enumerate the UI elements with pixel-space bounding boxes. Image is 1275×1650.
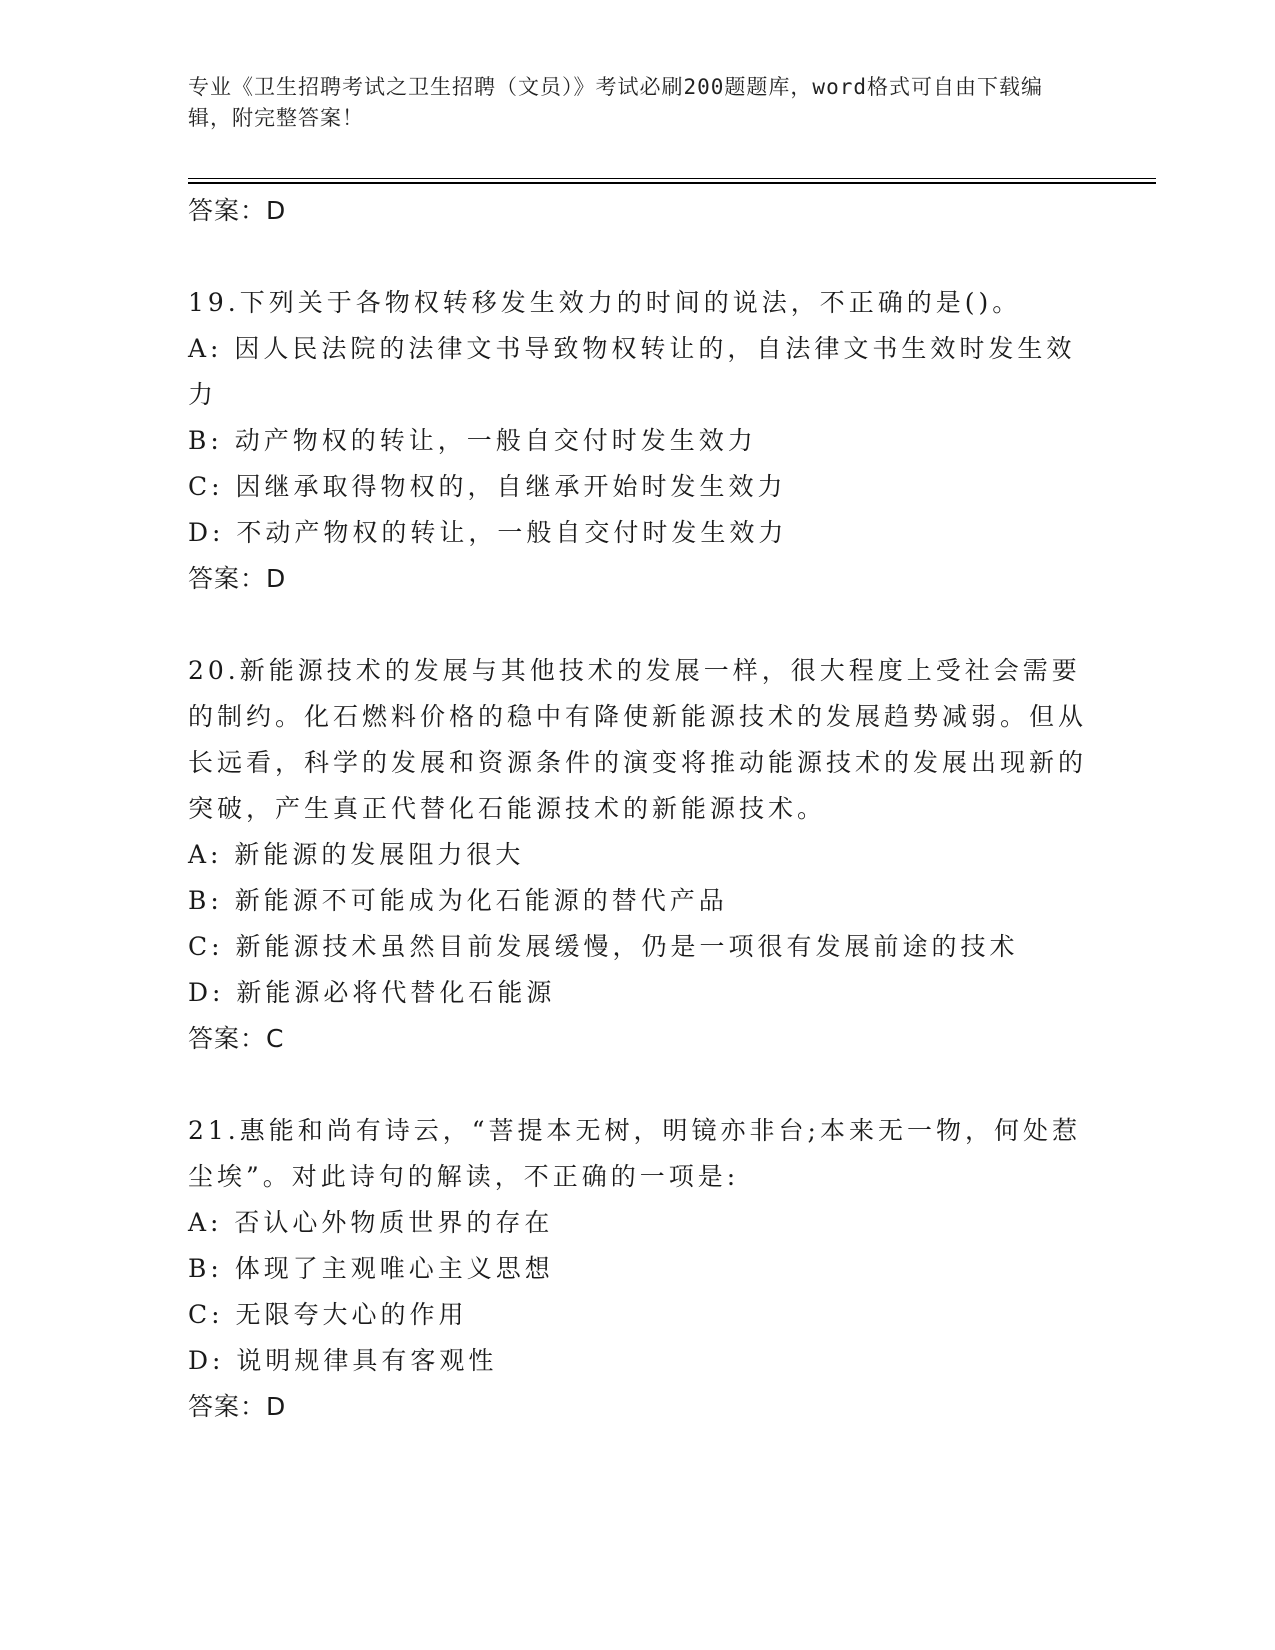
- option-a: A: 新能源的发展阻力很大: [188, 840, 525, 869]
- header-divider-thin: [188, 178, 1156, 179]
- header-divider-thick: [188, 182, 1156, 184]
- option-a: A: 因人民法院的法律文书导致物权转让的，自法律文书生效时发生效力: [188, 334, 1076, 409]
- option-c: C: 无限夸大心的作用: [188, 1300, 468, 1329]
- answer-line: 答案：D: [188, 196, 287, 225]
- option-b: B: 体现了主观唯心主义思想: [188, 1254, 554, 1283]
- question-block: [188, 1108, 1088, 1430]
- option-a: A: 否认心外物质世界的存在: [188, 1208, 554, 1237]
- option-d: D: 不动产物权的转让，一般自交付时发生效力: [188, 518, 788, 547]
- question-block: [188, 648, 1088, 1062]
- document-header: [188, 72, 1068, 134]
- option-c: C: 因继承取得物权的，自继承开始时发生效力: [188, 472, 787, 501]
- option-d: D: 新能源必将代替化石能源: [188, 978, 556, 1007]
- header-text: 专业《卫生招聘考试之卫生招聘（文员）》考试必刷200题题库，word格式可自由下载编辑，附完整答案！: [188, 75, 1043, 130]
- question-list: [188, 188, 1088, 1430]
- option-d: D: 说明规律具有客观性: [188, 1346, 498, 1375]
- question-text: 20.新能源技术的发展与其他技术的发展一样，很大程度上受社会需要的制约。化石燃料价格的稳中有降使新能源技术的发展趋势减弱。但从长远看，科学的发展和资源条件的演变将推动能源技术的发展出现新的突破，产生真正代替化石能源技术的新能源技术。: [188, 656, 1088, 823]
- spacer: [188, 234, 1088, 280]
- option-c: C: 新能源技术虽然目前发展缓慢，仍是一项很有发展前途的技术: [188, 932, 1019, 961]
- question-text: 19.下列关于各物权转移发生效力的时间的说法，不正确的是()。: [188, 288, 1022, 317]
- option-b: B: 新能源不可能成为化石能源的替代产品: [188, 886, 728, 915]
- question-block: [188, 280, 1088, 602]
- answer-line: 答案：D: [188, 564, 287, 593]
- answer-line: 答案：C: [188, 1024, 285, 1053]
- option-b: B: 动产物权的转让，一般自交付时发生效力: [188, 426, 757, 455]
- question-text: 21.惠能和尚有诗云，“菩提本无树，明镜亦非台;本来无一物，何处惹尘埃”。对此诗句的解读，不正确的一项是:: [188, 1116, 1081, 1191]
- spacer: [188, 1062, 1088, 1108]
- spacer: [188, 602, 1088, 648]
- answer-line: 答案：D: [188, 1392, 287, 1421]
